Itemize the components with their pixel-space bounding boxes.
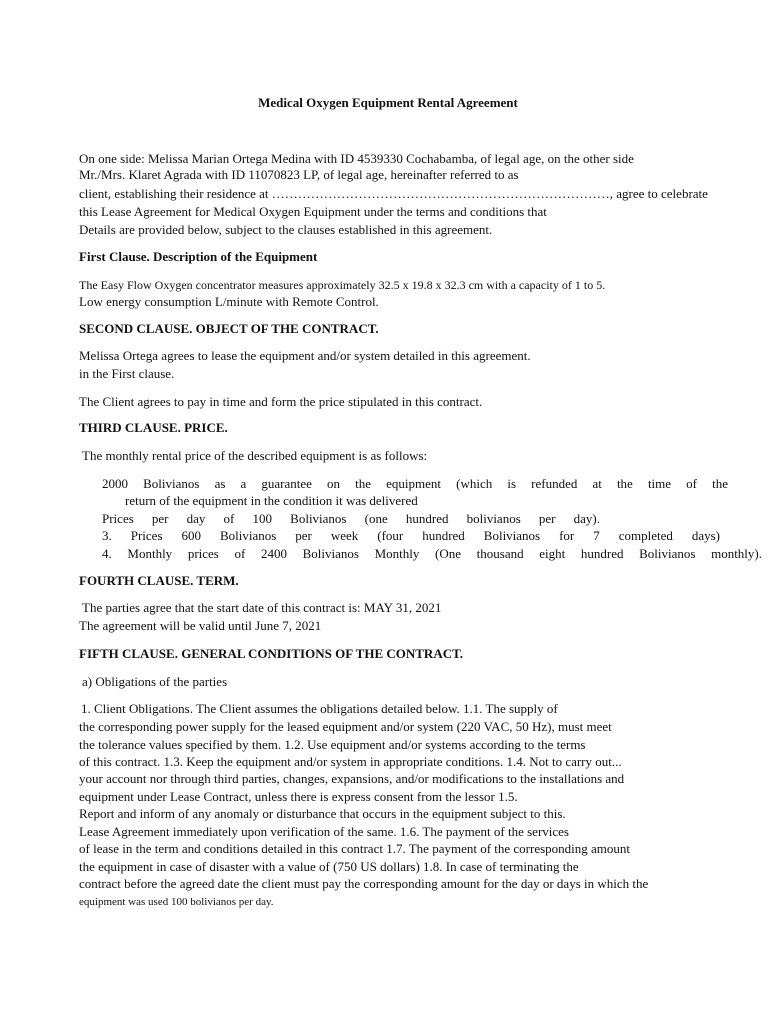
clause-5-line: of lease in the term and conditions detailed in this contract 1.7. The payment of the corresponding amount: [79, 841, 631, 856]
clause-2-line: Melissa Ortega agrees to lease the equipment and/or system detailed in this agreement.: [79, 348, 531, 363]
price-item: 3. Prices 600 Bolivianos per week (four hundred Bolivianos for 7 completed days): [102, 528, 720, 543]
clause-5-line: Report and inform of any anomaly or disturbance that occurs in the equipment subject to this.: [79, 806, 566, 821]
price-item: 2000 Bolivianos as a guarantee on the equipment (which is refunded at the time of the: [102, 476, 728, 491]
price-item: 4. Monthly prices of 2400 Bolivianos Monthly (One thousand eight hundred Bolivianos monthly).: [102, 546, 762, 561]
clause-5-line: contract before the agreed date the client must pay the corresponding amount for the day or days in which the: [79, 876, 649, 891]
clause-5-line: of this contract. 1.3. Keep the equipment and/or system in appropriate conditions. 1.4. Not to carry out...: [79, 754, 622, 769]
clause-5-line: the corresponding power supply for the leased equipment and/or system (220 VAC, 50 Hz), must meet: [79, 719, 612, 734]
clause-5-line: equipment was used 100 bolivianos per day.: [79, 896, 274, 908]
intro-line: Mr./Mrs. Klaret Agrada with ID 11070823 LP, of legal age, hereinafter referred to as: [79, 167, 519, 182]
price-item: return of the equipment in the condition it was delivered: [125, 493, 418, 508]
clause-2-line: The Client agrees to pay in time and form the price stipulated in this contract.: [79, 394, 483, 409]
intro-line: On one side: Melissa Marian Ortega Medina with ID 4539330 Cochabamba, of legal age, on the other side: [79, 151, 634, 166]
clause-2-heading: SECOND CLAUSE. OBJECT OF THE CONTRACT.: [79, 321, 379, 336]
clause-3-intro: The monthly rental price of the described equipment is as follows:: [82, 448, 428, 463]
clause-4-heading: FOURTH CLAUSE. TERM.: [79, 573, 239, 588]
clause-5-line: 1. Client Obligations. The Client assumes the obligations detailed below. 1.1. The supply of: [81, 701, 558, 716]
clause-4-line: The agreement will be valid until June 7, 2021: [79, 618, 322, 633]
intro-line: client, establishing their residence at ……………………………………………………………………, agree to celebrate: [79, 186, 708, 201]
intro-line: this Lease Agreement for Medical Oxygen Equipment under the terms and conditions that: [79, 204, 547, 219]
clause-5-line: the equipment in case of disaster with a value of (750 US dollars) 1.8. In case of terminating the: [79, 859, 579, 874]
clause-5-heading: FIFTH CLAUSE. GENERAL CONDITIONS OF THE CONTRACT.: [79, 646, 464, 661]
clause-1-line: Low energy consumption L/minute with Remote Control.: [79, 294, 379, 309]
document-title: Medical Oxygen Equipment Rental Agreement: [258, 95, 518, 110]
price-item: Prices per day of 100 Bolivianos (one hundred bolivianos per day).: [102, 511, 600, 526]
clause-5-line: Lease Agreement immediately upon verification of the same. 1.6. The payment of the services: [79, 824, 569, 839]
clause-4-line: The parties agree that the start date of this contract is: MAY 31, 2021: [82, 600, 442, 615]
clause-5-line: equipment under Lease Contract, unless there is express consent from the lessor 1.5.: [79, 789, 518, 804]
clause-1-line: The Easy Flow Oxygen concentrator measures approximately 32.5 x 19.8 x 32.3 cm with a capacity of 1 to 5.: [79, 278, 606, 292]
clause-5-line: the tolerance values specified by them. 1.2. Use equipment and/or systems according to the terms: [79, 737, 586, 752]
intro-line: Details are provided below, subject to the clauses established in this agreement.: [79, 222, 493, 237]
clause-5-subheading: a) Obligations of the parties: [82, 674, 228, 689]
clause-2-line: in the First clause.: [79, 366, 175, 381]
clause-5-line: your account nor through third parties, changes, expansions, and/or modifications to the installations and: [79, 771, 625, 786]
clause-1-heading: First Clause. Description of the Equipment: [79, 249, 318, 264]
clause-3-heading: THIRD CLAUSE. PRICE.: [79, 420, 228, 435]
